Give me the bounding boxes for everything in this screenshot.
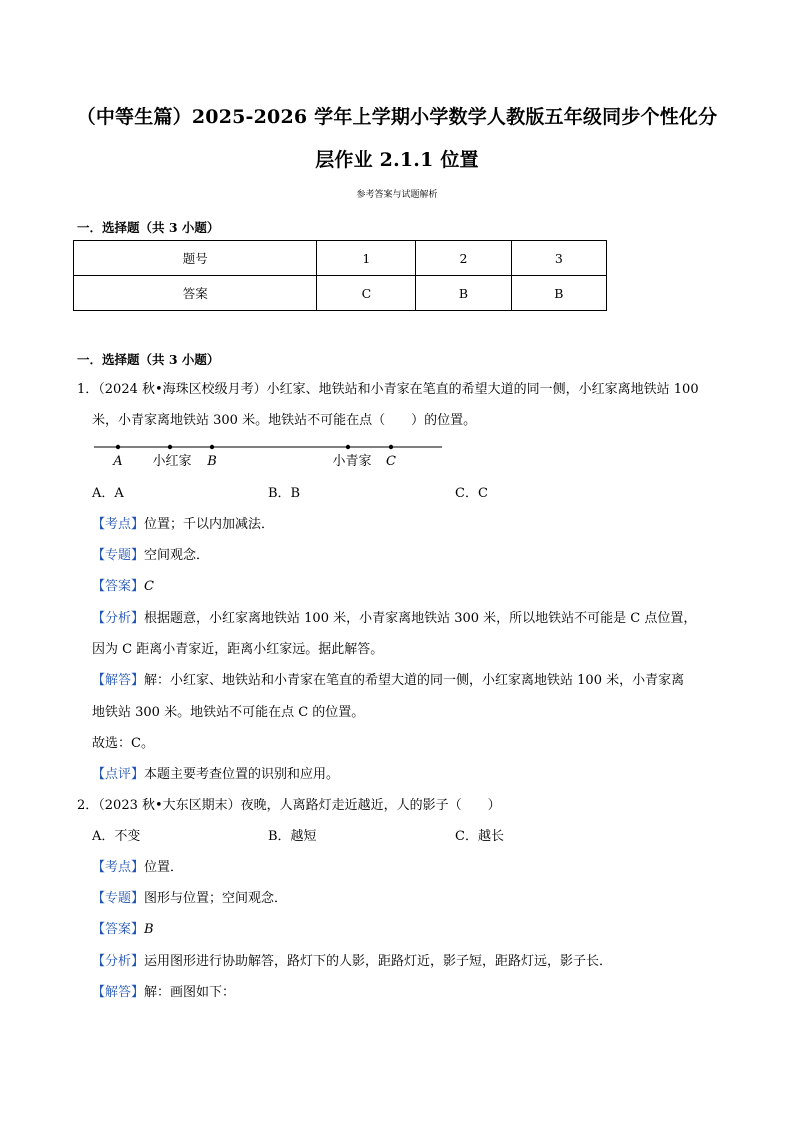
label-c: C	[386, 454, 396, 469]
table-cell: B	[511, 276, 606, 311]
q1-fenxi-line2: 因为 C 距离小青家近，距离小红家远。据此解答。	[92, 642, 384, 657]
number-line-figure	[90, 438, 450, 474]
q1-option-b: B．B	[268, 486, 301, 501]
kaodian-tag: 【考点】	[92, 860, 145, 875]
q1-option-a: A．A	[92, 486, 124, 501]
table-cell: 2	[416, 241, 511, 276]
q1-jieda-line1: 【解答】解：小红家、地铁站和小青家在笔直的希望大道的同一侧，小红家离地铁站 100 米，小青家离	[92, 673, 685, 688]
q2-fenxi: 【分析】运用图形进行协助解答，路灯下的人影，距路灯近，影子短，距路灯远，影子长．	[92, 954, 613, 969]
fenxi-tag: 【分析】	[92, 954, 145, 969]
doc-title-line1: （中等生篇）2025-2026 学年上学期小学数学人教版五年级同步个性化分	[76, 106, 718, 128]
table-cell: 3	[511, 241, 606, 276]
label-b: B	[207, 454, 217, 469]
answer-table	[73, 240, 607, 311]
q2-kaodian: 【考点】位置．	[92, 860, 184, 875]
label-a: A	[113, 454, 123, 469]
q1-stem-line2: 米，小青家离地铁站 300 米。地铁站不可能在点（ ）的位置。	[92, 413, 477, 428]
label-home1: 小红家	[152, 454, 192, 469]
doc-subtitle: 参考答案与试题解析	[356, 190, 438, 200]
q1-kaodian: 【考点】位置；千以内加减法．	[92, 517, 275, 532]
q2-option-b: B．越短	[268, 829, 317, 844]
section-heading-answers: 一．选择题（共 3 小题）	[77, 220, 220, 235]
q1-stem-line1: 1．（2024 秋•海珠区校级月考）小红家、地铁站和小青家在笔直的希望大道的同一侧，小红家离地铁站 100	[77, 382, 699, 397]
q2-option-a: A．不变	[92, 829, 141, 844]
q1-zhuanti: 【专题】空间观念．	[92, 548, 210, 563]
point-home2	[346, 445, 350, 449]
point-b	[210, 445, 214, 449]
table-cell: 1	[317, 241, 416, 276]
q1-answer: 【答案】C	[92, 579, 154, 594]
q2-stem: 2．（2023 秋•大东区期末）夜晚，人离路灯走近越近，人的影子（ ）	[77, 798, 501, 813]
table-cell: C	[317, 276, 416, 311]
table-cell: 答案	[74, 276, 317, 311]
section-heading-questions: 一．选择题（共 3 小题）	[77, 352, 220, 367]
q2-jieda: 【解答】解：画图如下：	[92, 985, 236, 1000]
table-row	[74, 276, 607, 311]
point-c	[389, 445, 393, 449]
point-a	[116, 445, 120, 449]
jieda-tag: 【解答】	[92, 673, 145, 688]
zhuanti-tag: 【专题】	[92, 891, 145, 906]
dianping-tag: 【点评】	[92, 767, 145, 782]
kaodian-tag: 【考点】	[92, 517, 145, 532]
q2-answer: 【答案】B	[92, 922, 154, 937]
q2-option-c: C．越长	[455, 829, 504, 844]
q1-option-c: C．C	[455, 486, 488, 501]
fenxi-tag: 【分析】	[92, 611, 145, 626]
jieda-tag: 【解答】	[92, 985, 145, 1000]
daan-tag: 【答案】	[92, 579, 145, 594]
label-home2: 小青家	[332, 454, 372, 469]
daan-tag: 【答案】	[92, 922, 145, 937]
q1-fenxi-line1: 【分析】根据题意，小红家离地铁站 100 米，小青家离地铁站 300 米，所以地铁站不可能是 C 点位置，	[92, 611, 697, 626]
point-home1	[168, 445, 172, 449]
q2-zhuanti: 【专题】图形与位置；空间观念．	[92, 891, 288, 906]
q1-jieda-line2: 地铁站 300 米。地铁站不可能在点 C 的位置。	[92, 705, 365, 720]
q1-dianping: 【点评】本题主要考查位置的识别和应用。	[92, 767, 340, 782]
q1-guxuan: 故选：C。	[92, 736, 154, 751]
table-cell: 题号	[74, 241, 317, 276]
zhuanti-tag: 【专题】	[92, 548, 145, 563]
doc-title-line2: 层作业 2.1.1 位置	[315, 149, 479, 171]
table-cell: B	[416, 276, 511, 311]
table-row	[74, 241, 607, 276]
